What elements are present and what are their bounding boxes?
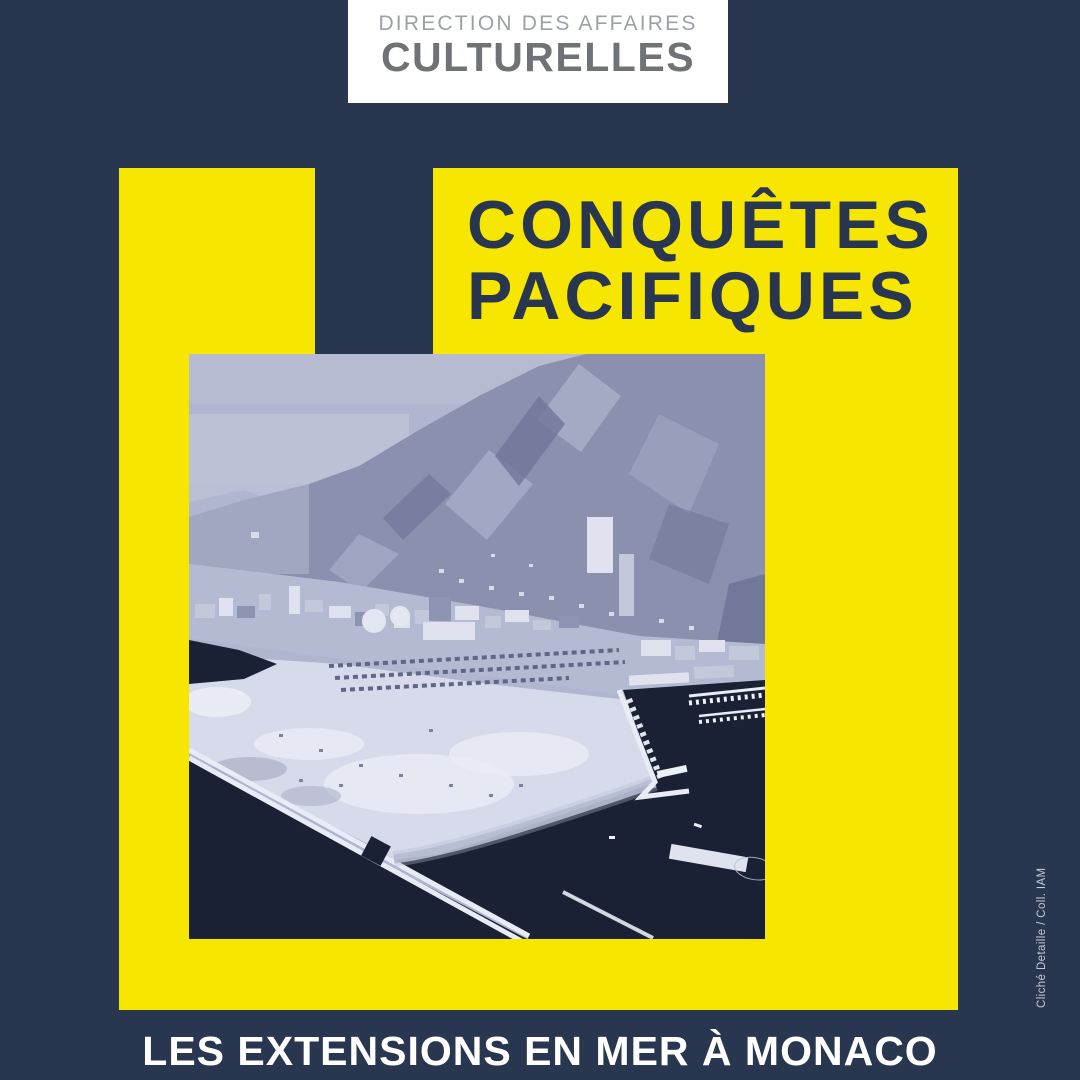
yellow-frame-notch bbox=[315, 168, 433, 354]
poster-title-line2: PACIFIQUES bbox=[467, 258, 918, 334]
poster-title-line1: CONQUÊTES bbox=[467, 187, 934, 263]
header-logo-box bbox=[348, 0, 728, 103]
aerial-photo-illustration bbox=[189, 354, 765, 939]
footer-title: LES EXTENSIONS EN MER À MONACO bbox=[142, 1028, 938, 1074]
header-line2: CULTURELLES bbox=[380, 34, 696, 81]
header-line1: DIRECTION DES AFFAIRES bbox=[378, 12, 698, 35]
aerial-photo-monaco bbox=[189, 354, 765, 939]
photo-credit: Cliché Detaille / Coll. IAM bbox=[1036, 867, 1048, 1008]
photo-gas-spheres bbox=[362, 609, 386, 633]
poster-title bbox=[467, 187, 934, 334]
